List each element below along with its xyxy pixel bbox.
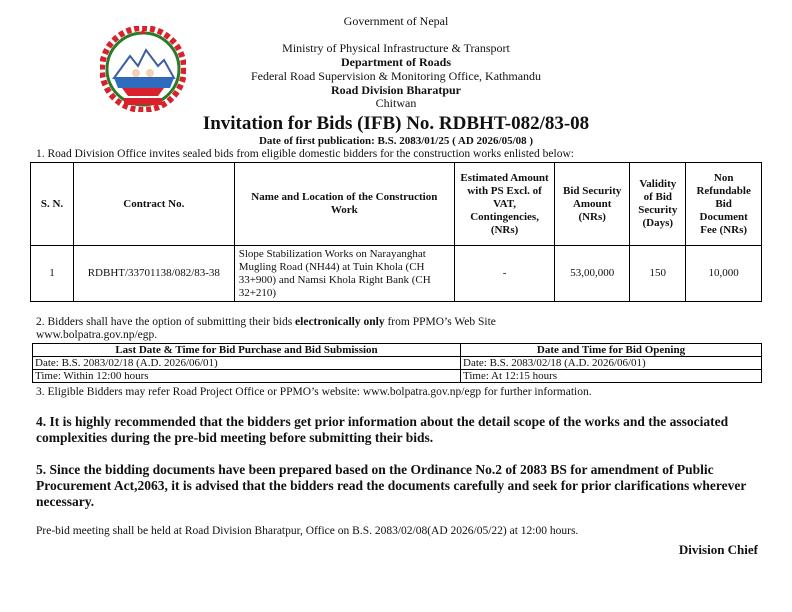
cell-name: Slope Stabilization Works on Narayanghat Mugling Road (NH44) at Tuin Khola (CH 33+900) and Namsi Khola Right Bank (CH 32+210) (234, 246, 454, 302)
submission-time: Time: Within 12:00 hours (33, 370, 461, 383)
opening-date: Date: B.S. 2083/02/18 (A.D. 2026/06/01) (461, 357, 762, 370)
ordinance-paragraph: 5. Since the bidding documents have been prepared based on the Ordinance No.2 of 2083 BS for amendment of Public Procurement Act,2063, it is advised that the bidders read the documents carefully and seek for prior clarifications wherever necessary. (36, 462, 747, 509)
reference-paragraph: 3. Eligible Bidders may refer Road Project Office or PPMO’s website: www.bolpatra.gov.np/egp for further information. (36, 386, 592, 398)
submission-date: Date: B.S. 2083/02/18 (A.D. 2026/06/01) (33, 357, 461, 370)
dates-header-submission: Last Date & Time for Bid Purchase and Bid Submission (33, 344, 461, 357)
header-name: Name and Location of the Construction Work (234, 163, 454, 246)
submission-emphasis: electronically only (295, 316, 385, 328)
signature: Division Chief (678, 542, 758, 557)
pre-bid-advice-paragraph: 4. It is highly recommended that the bidders get prior information about the detail scope of the works and the associated complexities during the pre-bid meeting before submitting their bids. (36, 414, 729, 445)
cell-validity: 150 (630, 246, 686, 302)
division-line: Road Division Bharatpur (330, 83, 462, 97)
opening-time: Time: At 12:15 hours (461, 370, 762, 383)
submission-text-after: from PPMO’s Web Site (384, 316, 496, 328)
header-contract: Contract No. (73, 163, 234, 246)
header-fee: Non Refundable Bid Document Fee (NRs) (686, 163, 762, 246)
cell-security: 53,00,000 (555, 246, 630, 302)
header-sn: S. N. (31, 163, 74, 246)
header-security: Bid Security Amount (NRs) (555, 163, 630, 246)
cell-estimated: - (454, 246, 554, 302)
government-line: Government of Nepal (343, 14, 449, 28)
submission-text-before: 2. Bidders shall have the option of submitting their bids (36, 316, 296, 328)
office-line: Federal Road Supervision & Monitoring Office, Kathmandu (250, 69, 542, 83)
table-row (33, 357, 762, 370)
page-title: Invitation for Bids (IFB) No. RDBHT-082/83-08 (202, 113, 590, 134)
publication-date: Date of first publication: B.S. 2083/01/25 ( AD 2026/05/08 ) (258, 135, 534, 147)
dates-table (32, 343, 762, 383)
cell-sn: 1 (31, 246, 74, 302)
table-row (33, 370, 762, 383)
pre-bid-meeting-paragraph: Pre-bid meeting shall be held at Road Division Bharatpur, Office on B.S. 2083/02/08(AD 2026/05/22) at 12:00 hours. (36, 525, 579, 537)
header-validity: Validity of Bid Security (Days) (630, 163, 686, 246)
district-line: Chitwan (375, 96, 417, 110)
dates-header-opening: Date and Time for Bid Opening (461, 344, 762, 357)
department-line: Department of Roads (341, 55, 451, 69)
intro-paragraph: 1. Road Division Office invites sealed bids from eligible domestic bidders for the construction works enlisted below: (36, 148, 574, 160)
submission-paragraph (36, 316, 496, 329)
works-table (30, 162, 762, 302)
dates-header-row (33, 344, 762, 357)
ministry-line: Ministry of Physical Infrastructure & Transport (282, 41, 510, 55)
table-header-row (31, 163, 762, 246)
cell-contract: RDBHT/33701138/082/83-38 (73, 246, 234, 302)
cell-fee: 10,000 (686, 246, 762, 302)
table-row (31, 246, 762, 302)
submission-website: www.bolpatra.gov.np/egp. (36, 329, 158, 341)
header-estimated: Estimated Amount with PS Excl. of VAT, Contingencies, (NRs) (454, 163, 554, 246)
